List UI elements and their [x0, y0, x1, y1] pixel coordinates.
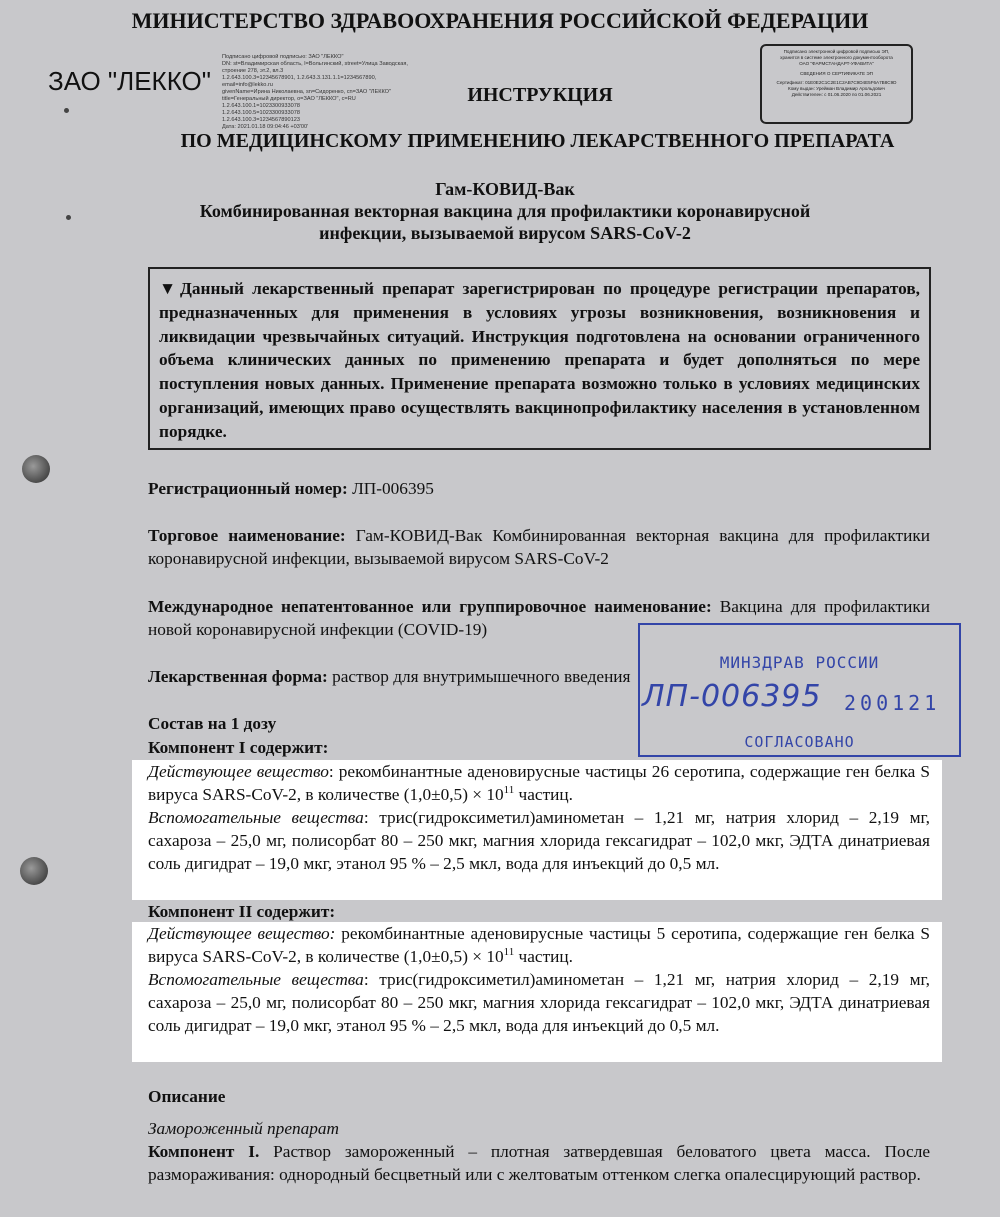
trade-name [148, 524, 930, 570]
signature-line: 1.2.643.100.3=1234567890123 [222, 117, 300, 123]
component2-excipients [148, 968, 930, 1037]
sig-box-line: Сертификат: 01E0E2C1C2E1C2AB7C9D4E5F6A7B8C9D [776, 79, 897, 85]
sig-box-line: ОАО "ФАРМСТАНДАРТ-УФАВИТА" [799, 61, 874, 67]
signature-line: 1.2.643.100.5=1023300933078 [222, 110, 300, 116]
component-text: Раствор замороженный – плотная затвердевшая беловатого цвета масса. После размораживания: однородный бесцветный или с желтоватым оттенком слегка опалесцирующий раствор. [148, 1142, 930, 1184]
sig-box-line: Кому выдан: Урейман Владимир Арольдович [788, 86, 885, 92]
active-label: Действующее вещество [148, 762, 329, 781]
composition-title: Состав на 1 дозу [148, 714, 277, 733]
signature-line: 1.2.643.100.3=12345678901, 1.2.643.3.131.1.1=1234567890, email=info@lekko.ru [222, 75, 377, 88]
active-text: рекомбинантные аденовирусные частицы 5 серотипа, содержащие ген белка S вируса SARS-CoV-2, в количестве (1,0±0,5) × 10 [148, 924, 930, 966]
instruction-subtitle: ПО МЕДИЦИНСКОМУ ПРИМЕНЕНИЮ ЛЕКАРСТВЕННОГО ПРЕПАРАТА [180, 130, 895, 152]
active-label: Действующее вещество: [148, 924, 336, 943]
signature-line: givenName=Ирина Николаевна, sn=Сидоренко, cn=ЗАО "ЛЕККО" [222, 89, 391, 95]
binder-hole-top [22, 455, 50, 483]
binder-hole-bottom [20, 857, 48, 885]
sig-box-line: Действителен: с 01.06.2020 по 01.06.2021 [791, 92, 882, 98]
sig-box-line: Подписано электронной цифровой подписью ЭП, [783, 49, 890, 54]
ministry-title: МИНИСТЕРСТВО ЗДРАВООХРАНЕНИЯ РОССИЙСКОЙ ФЕДЕРАЦИИ [131, 8, 869, 33]
field-label: Регистрационный номер: [148, 479, 348, 498]
stamp-header: МИНЗДРАВ РОССИИ [719, 653, 880, 672]
active-text: : рекомбинантные аденовирусные частицы 26 серотипа, содержащие ген белка S вируса SARS-CoV-2, в количестве (1,0±0,5) × 10 [148, 762, 931, 804]
drug-description: инфекции, вызываемой вирусом SARS-CoV-2 [319, 223, 691, 243]
field-value: раствор для внутримышечного введения [327, 667, 631, 686]
component2-title: Компонент II содержит: [148, 902, 336, 921]
signature-line: 1.2.643.100.1=1023300933078 [222, 103, 300, 109]
stamp-reg-number: ЛП-006395 [642, 679, 822, 714]
drug-heading [0, 178, 1000, 244]
component-label: Компонент I. [148, 1142, 260, 1161]
excipients-text: : трис(гидроксиметил)аминометан – 1,21 мг, натрия хлорид – 2,19 мг, сахароза – 25,0 мг, полисорбат 80 – 250 мкг, магния хлорида гексагидрат – 102,0 мкг, ЭДТА динатриевая соль дигидрат – 19,0 мкг, этанол 95 % – 2,5 мкл, вода для инъекций до 0,5 мл. [148, 808, 930, 873]
speck [64, 108, 69, 113]
signature-line: Подписано цифровой подписью: ЗАО "ЛЕККО" [222, 54, 344, 60]
drug-name: Гам-КОВИД-Вак [435, 179, 575, 199]
instruction-heading: ИНСТРУКЦИЯ [467, 84, 613, 106]
drug-description: Комбинированная векторная вакцина для профилактики коронавирусной [199, 201, 811, 221]
electronic-signature-box [760, 44, 913, 124]
sig-box-line: СВЕДЕНИЯ О СЕРТИФИКАТЕ ЭП [800, 70, 873, 76]
field-value: ЛП-006395 [347, 479, 434, 498]
excipients-text: : трис(гидроксиметил)аминометан – 1,21 мг, натрия хлорид – 2,19 мг, сахароза – 25,0 мг, полисорбат 80 – 250 мкг, магния хлорида гексагидрат – 102,0 мкг, ЭДТА динатриевая соль дигидрат – 19,0 мкг, этанол 95 % – 2,5 мкл, вода для инъекций до 0,5 мл. [148, 970, 930, 1035]
approval-stamp [638, 623, 961, 757]
signature-line: DN: st=Владимирская область, l=Вольгинский, street=Улица Заводская, строение 278, эт.2, вл.3 [222, 61, 408, 74]
description-component1 [148, 1140, 930, 1186]
excipients-label: Вспомогательные вещества [148, 808, 364, 827]
field-label: Лекарственная форма: [148, 667, 328, 686]
field-label: Торговое наименование: [148, 526, 346, 545]
company-name: ЗАО "ЛЕККО" [48, 66, 212, 96]
stamp-date: 200121 [844, 691, 941, 715]
field-label: Международное непатентованное или группировочное наименование: [148, 597, 712, 616]
component1-active [148, 760, 930, 806]
field-value: Вакцина для профилактики новой коронавирусной инфекции (COVID-19) [148, 597, 930, 639]
description-title: Описание [148, 1087, 226, 1106]
sig-box-line: хранится в системе электронного документооборота [780, 55, 893, 61]
signature-line: Дата: 2021.01.18 09:04:46 +03'00' [222, 124, 309, 130]
component2-active [148, 922, 930, 968]
frozen-label: Замороженный препарат [148, 1119, 340, 1138]
excipients-label: Вспомогательные вещества [148, 970, 364, 989]
signature-line: title=Генеральный директор, o=ЗАО "ЛЕККО", c=RU [222, 96, 356, 102]
registration-number [148, 477, 930, 500]
field-value: Гам-КОВИД-Вак Комбинированная векторная вакцина для профилактики коронавирусной инфекции, вызываемой вирусом SARS-CoV-2 [148, 526, 930, 568]
active-tail: частиц. [514, 947, 573, 966]
component1-title: Компонент I содержит: [148, 738, 329, 757]
active-tail: частиц. [514, 785, 573, 804]
exponent: 11 [503, 946, 515, 958]
stamp-footer: СОГЛАСОВАНО [744, 733, 855, 751]
component1-excipients [148, 806, 930, 875]
registration-notice: ▼Данный лекарственный препарат зарегистрирован по процедуре регистрации препаратов, предназначенных для применения в условиях угрозы возникновения, возникновения и ликвидации чрезвычайных ситуаций. Инструкция подготовлена на основании ограниченного объема клинических данных по применению препарата и будет дополняться по мере поступления новых данных. Применение препарата возможно только в условиях медицинских организаций, имеющих право осуществлять вакцинопрофилактику населения в установленном порядке. [148, 267, 931, 450]
exponent: 11 [503, 784, 515, 796]
